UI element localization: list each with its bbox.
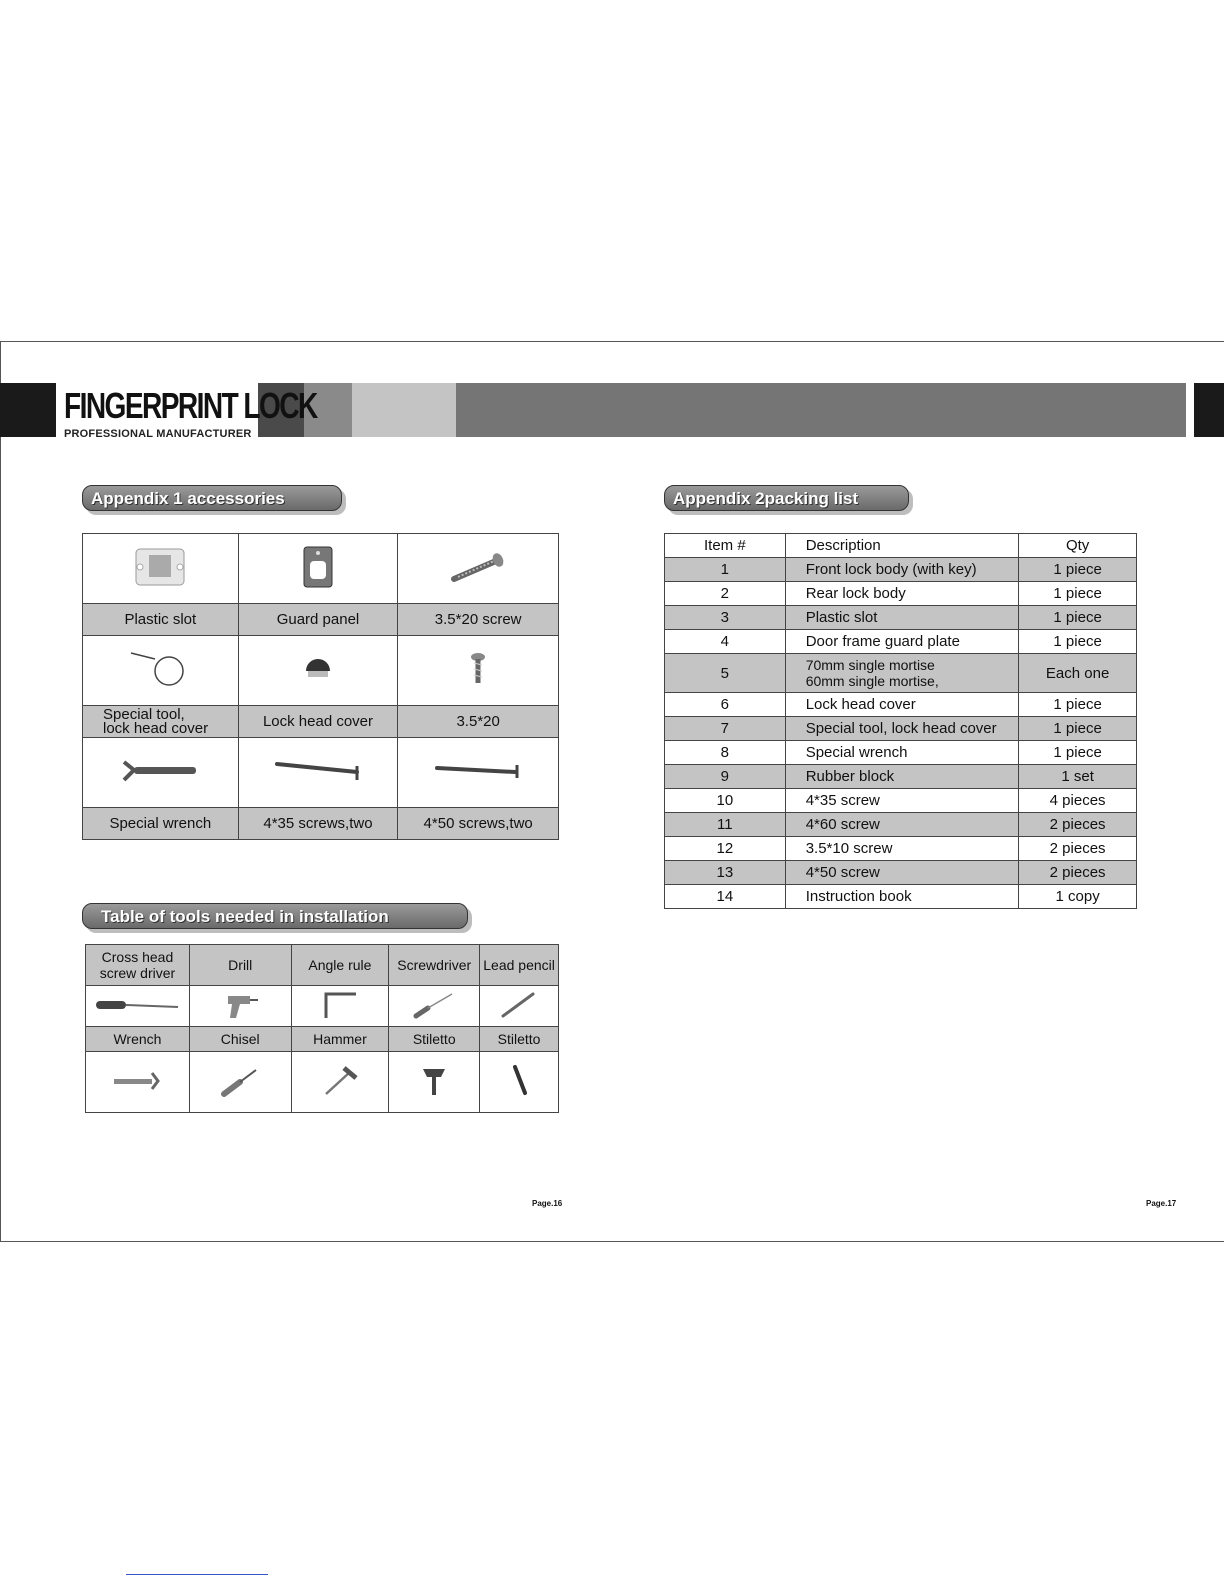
table-row [665,606,1137,630]
small-screw-cell [398,636,559,706]
col-header-description: Description [785,534,1019,558]
table-row [665,813,1137,837]
item-qty: 4 pieces [1019,789,1137,813]
long-screw-icon [273,756,363,786]
bottom-link-underline [126,1574,268,1575]
item-number: 12 [665,837,786,861]
item-qty: 1 set [1019,765,1137,789]
accessories-image-row [83,636,559,706]
drill-cell [189,986,291,1027]
item-number: 11 [665,813,786,837]
acc-label-special-wrench: Special wrench [83,808,239,840]
angle-rule-cell [291,986,389,1027]
small-screw-icon [466,649,490,689]
stiletto-cell-1 [389,1052,480,1113]
table-row [665,717,1137,741]
item-description: 4*50 screw [785,861,1019,885]
item-qty: 2 pieces [1019,861,1137,885]
screwdriver-icon [412,990,456,1020]
screwdriver-cell [389,986,480,1027]
acc-label-guard-panel: Guard panel [238,604,398,636]
tool-label-lead-pencil: Lead pencil [480,945,559,986]
item-number: 7 [665,717,786,741]
tools-table [85,944,559,1113]
item-qty: 1 piece [1019,717,1137,741]
tool-label-stiletto-1: Stiletto [389,1027,480,1052]
item-qty: 2 pieces [1019,837,1137,861]
plastic-slot-cell [83,534,239,604]
packing-header-row [665,534,1137,558]
item-qty: 1 piece [1019,630,1137,654]
col-header-item: Item # [665,534,786,558]
wrench-icon [112,1069,162,1093]
table-row [665,837,1137,861]
item-number: 14 [665,885,786,909]
accessories-image-row [83,534,559,604]
tools-heading: Table of tools needed in installation [82,903,468,929]
acc-label-435-screws: 4*35 screws,two [238,808,398,840]
cross-head-screwdriver-cell [86,986,190,1027]
chisel-icon [218,1064,262,1098]
tool-label-wrench: Wrench [86,1027,190,1052]
screw-icon [448,547,508,587]
plastic-slot-icon [130,545,190,589]
header-bar-light [352,383,456,437]
tool-label-screwdriver: Screwdriver [389,945,480,986]
guard-panel-icon [298,545,338,589]
acc-label-plastic-slot: Plastic slot [83,604,239,636]
item-number: 9 [665,765,786,789]
item-qty: Each one [1019,654,1137,693]
item-number: 6 [665,693,786,717]
angle-rule-icon [320,990,360,1020]
table-row [665,630,1137,654]
accessories-label-row [83,604,559,636]
tool-label-chisel: Chisel [189,1027,291,1052]
tool-label-hammer: Hammer [291,1027,389,1052]
brand-title: FINGERPRINT LOCK [64,385,317,426]
item-description: Front lock body (with key) [785,558,1019,582]
item-description: Special tool, lock head cover [785,717,1019,741]
item-number: 3 [665,606,786,630]
item-qty: 2 pieces [1019,813,1137,837]
item-qty: 1 piece [1019,741,1137,765]
item-number: 13 [665,861,786,885]
tool-label-stiletto-2: Stiletto [480,1027,559,1052]
cross-head-screwdriver-icon [92,995,182,1015]
item-description: Lock head cover [785,693,1019,717]
acc-label-special-tool: Special tool, lock head cover [83,706,239,738]
page-number-right: Page.17 [1146,1199,1177,1208]
lock-head-cover-icon [298,649,338,689]
item-description: Instruction book [785,885,1019,909]
table-row [665,654,1137,693]
long-screw-cell-1 [238,738,398,808]
appendix1-heading: Appendix 1 accessories [82,485,342,511]
acc-label-small-screw: 3.5*20 [398,706,559,738]
item-qty: 1 copy [1019,885,1137,909]
tools-image-row-1 [86,986,559,1027]
item-description: 3.5*10 screw [785,837,1019,861]
screw-cell [398,534,559,604]
tool-label-cross-head-screwdriver: Cross head screw driver [86,945,190,986]
item-description: 70mm single mortise 60mm single mortise, [785,654,1019,693]
table-row [665,765,1137,789]
item-description: 4*60 screw [785,813,1019,837]
chisel-cell [189,1052,291,1113]
tools-label-row-1 [86,945,559,986]
tool-label-drill: Drill [189,945,291,986]
accessories-label-row [83,808,559,840]
drill-icon [220,988,260,1022]
acc-label-lock-head-cover: Lock head cover [238,706,398,738]
accessories-image-row [83,738,559,808]
hammer-cell [291,1052,389,1113]
item-description: Plastic slot [785,606,1019,630]
item-number: 2 [665,582,786,606]
lock-head-cover-cell [238,636,398,706]
page-number-left: Page.16 [532,1199,563,1208]
special-tool-cell [83,636,239,706]
item-number: 8 [665,741,786,765]
stiletto-cell-2 [480,1052,559,1113]
col-header-qty: Qty [1019,534,1137,558]
tool-label-angle-rule: Angle rule [291,945,389,986]
item-description: Door frame guard plate [785,630,1019,654]
table-row [665,789,1137,813]
table-row [665,558,1137,582]
special-wrench-cell [83,738,239,808]
hammer-icon [320,1064,360,1098]
item-description: Rear lock body [785,582,1019,606]
header-bar-right-block [1194,383,1224,437]
table-row [665,861,1137,885]
table-row [665,693,1137,717]
accessories-table [82,533,559,840]
long-screw-icon [433,756,523,786]
item-number: 10 [665,789,786,813]
special-wrench-icon [120,756,200,786]
stiletto-icon [507,1063,531,1099]
tools-label-row-2 [86,1027,559,1052]
item-qty: 1 piece [1019,558,1137,582]
packing-list-table [664,533,1137,909]
special-tool-icon [125,647,195,691]
tools-image-row-2 [86,1052,559,1113]
guard-panel-cell [238,534,398,604]
item-description: 4*35 screw [785,789,1019,813]
stiletto-icon [419,1063,449,1099]
brand-subtitle: PROFESSIONAL MANUFACTURER [64,428,252,440]
header-bar-main [456,383,1186,437]
wrench-cell [86,1052,190,1113]
item-number: 1 [665,558,786,582]
item-description: Special wrench [785,741,1019,765]
item-qty: 1 piece [1019,582,1137,606]
item-qty: 1 piece [1019,693,1137,717]
header-bar-left-block [0,383,56,437]
table-row [665,582,1137,606]
long-screw-cell-2 [398,738,559,808]
acc-label-450-screws: 4*50 screws,two [398,808,559,840]
item-number: 5 [665,654,786,693]
item-description: Rubber block [785,765,1019,789]
item-qty: 1 piece [1019,606,1137,630]
table-row [665,741,1137,765]
item-number: 4 [665,630,786,654]
accessories-label-row [83,706,559,738]
lead-pencil-cell [480,986,559,1027]
acc-label-screw: 3.5*20 screw [398,604,559,636]
appendix2-heading: Appendix 2packing list [664,485,909,511]
table-row [665,885,1137,909]
lead-pencil-icon [499,990,539,1020]
